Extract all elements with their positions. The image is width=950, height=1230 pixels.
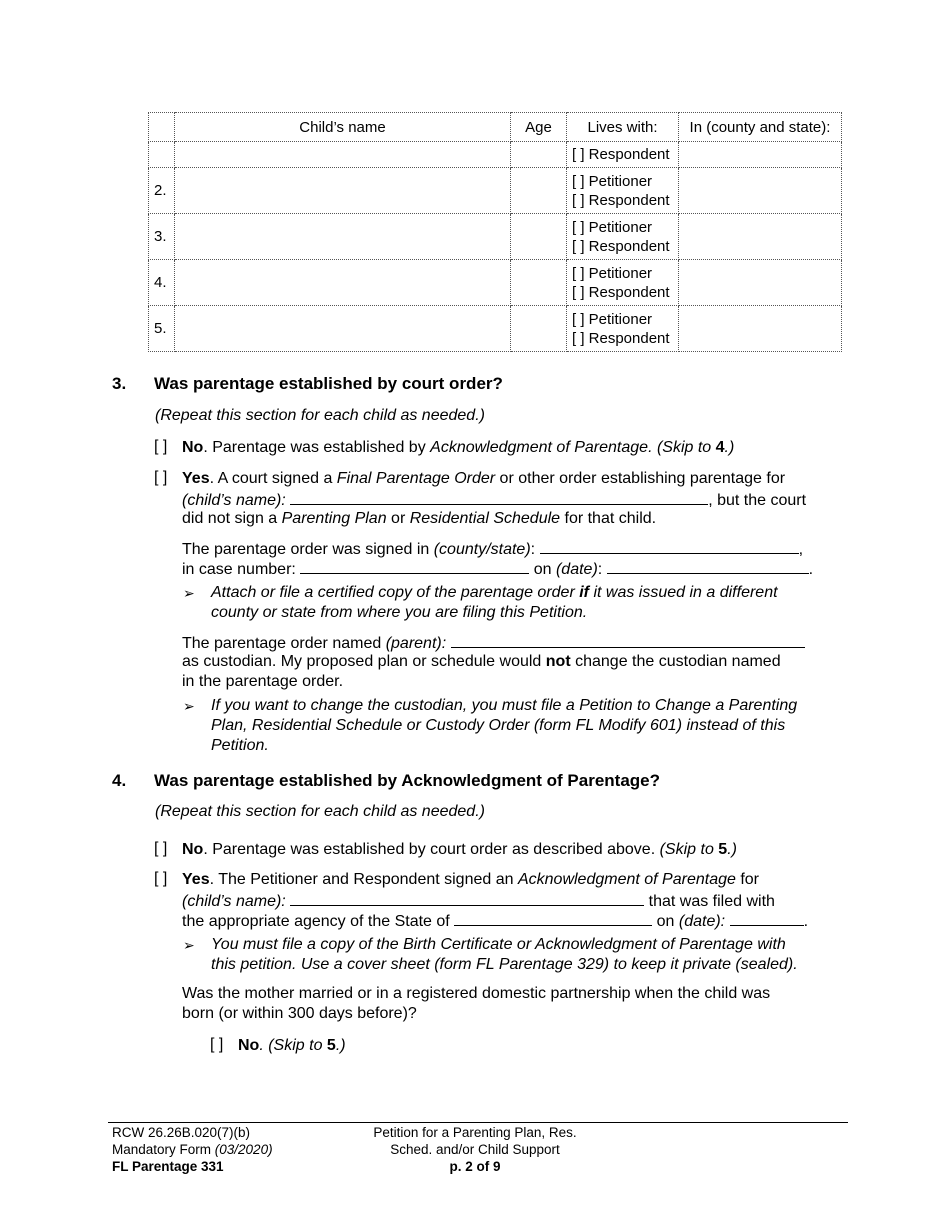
s4-child-name-field[interactable] [290, 890, 644, 906]
lives-with-petitioner-option[interactable]: [ ] Petitioner [572, 310, 653, 328]
arrow-bullet-icon: ➢ [183, 937, 195, 953]
footer-page-number: p. 2 of 9 [449, 1159, 501, 1174]
s3-change-line-3: Petition. [211, 737, 269, 754]
child-name-cell[interactable] [175, 214, 511, 260]
s4-mother-line-2: born (or within 300 days before)? [182, 1005, 417, 1022]
s3-yes-label: Yes [182, 470, 210, 487]
s4-yes-line-1 [182, 870, 759, 890]
age-cell[interactable] [511, 260, 567, 306]
s3-custodian-line [182, 652, 781, 672]
section-4-title: Was parentage established by Acknowledgment of Parentage? [154, 771, 661, 790]
footer-mandatory-label: Mandatory Form [112, 1142, 215, 1157]
s4-yes-line-3 [182, 910, 808, 932]
s3-period: . [808, 561, 814, 578]
s3-pp: Parenting Plan [281, 510, 387, 527]
s3-rs: Residential Schedule [409, 510, 561, 527]
footer-mandatory [112, 1141, 273, 1158]
children-table [148, 112, 842, 352]
s4-child-name-label: (child’s name): [182, 893, 286, 910]
child-name-cell[interactable] [175, 142, 511, 168]
row-number: 4. [149, 260, 175, 306]
s3-attach-a: Attach or file a certified copy of the parentage order [211, 584, 580, 601]
footer-mandatory-date: (03/2020) [214, 1142, 273, 1157]
s3-case-number-field[interactable] [300, 558, 529, 574]
s3-no-skip-a: . (Skip to [648, 439, 716, 456]
table-row [149, 214, 842, 260]
s4-no-skip-a: (Skip to [659, 841, 719, 858]
s4-no-option [182, 840, 737, 860]
footer-form-id: FL Parentage 331 [112, 1159, 224, 1174]
county-state-cell[interactable] [679, 260, 842, 306]
s3-yes-line-1 [182, 469, 785, 489]
lives-with-petitioner-option[interactable]: [ ] Petitioner [572, 264, 653, 282]
s3-yes-line-3 [182, 509, 656, 529]
s4-yes-a: . The Petitioner and Respondent signed an [209, 871, 518, 888]
footer-center [360, 1124, 590, 1175]
col-header-lives-with: Lives with: [567, 113, 679, 142]
s3-date-label: (date) [555, 561, 598, 578]
footer-title-2: Sched. and/or Child Support [390, 1142, 560, 1157]
s3-comma: , [798, 541, 804, 558]
county-state-cell[interactable] [679, 306, 842, 352]
s3-no-checkbox[interactable]: [ ] [154, 438, 168, 455]
child-name-cell[interactable] [175, 260, 511, 306]
s4-sub-no-option [238, 1036, 346, 1056]
row-number: 2. [149, 168, 175, 214]
s3-custodian-a: as custodian. My proposed plan or schedule would [182, 653, 546, 670]
s3-child-name-label: (child’s name): [182, 492, 286, 509]
s3-county-state-label: (county/state) [433, 541, 531, 558]
s3-signed-in-line [182, 538, 803, 560]
age-cell[interactable] [511, 214, 567, 260]
s4-no-label: No [182, 841, 204, 858]
section-3-repeat-note: (Repeat this section for each child as needed.) [155, 407, 485, 424]
s4-yes-line-2 [182, 890, 775, 912]
col-header-county-state: In (county and state): [679, 113, 842, 142]
s4-date-label: (date): [678, 913, 726, 930]
s3-yes-doc: Final Parentage Order [336, 470, 496, 487]
s3-yes-checkbox[interactable]: [ ] [154, 469, 168, 486]
s3-attach-line-2: county or state from where you are filing this Petition. [211, 604, 588, 621]
section-4-number: 4. [112, 771, 127, 790]
section-4-repeat-note: (Repeat this section for each child as needed.) [155, 803, 485, 820]
footer-left [112, 1124, 273, 1175]
s3-case-num-label: in case number: [182, 561, 301, 578]
s3-yes-a: . A court signed a [209, 470, 337, 487]
s3-for-child: for that child. [560, 510, 657, 527]
table-row [149, 306, 842, 352]
s3-attach-line-1 [211, 583, 778, 603]
s4-date-field[interactable] [730, 910, 804, 926]
section-3-number: 3. [112, 374, 127, 393]
section-3-title: Was parentage established by court order? [154, 374, 503, 393]
s3-parent-field[interactable] [451, 632, 805, 648]
row-number [149, 142, 175, 168]
s3-on: on [529, 561, 556, 578]
s4-on: on [652, 913, 679, 930]
s4-mother-line-1: Was the mother married or in a registered domestic partnership when the child was [182, 985, 771, 1002]
lives-with-respondent-option[interactable]: [ ] Respondent [572, 329, 670, 347]
s4-sub-skip-num: 5 [326, 1037, 336, 1054]
table-row [149, 142, 842, 168]
table-header-row [149, 113, 842, 142]
county-state-cell[interactable] [679, 142, 842, 168]
s4-yes-label: Yes [182, 871, 210, 888]
table-row [149, 260, 842, 306]
s3-not: not [545, 653, 571, 670]
lives-with-cell [567, 142, 679, 168]
child-name-cell[interactable] [175, 306, 511, 352]
s4-filed-with: that was filed with [644, 893, 775, 910]
s3-no-skip-num: 4 [715, 439, 725, 456]
col-header-age: Age [511, 113, 567, 142]
s4-agency: the appropriate agency of the State of [182, 913, 455, 930]
s3-colon: : [530, 541, 536, 558]
s4-sub-no-checkbox[interactable]: [ ] [210, 1036, 224, 1053]
s3-did-not: did not sign a [182, 510, 282, 527]
county-state-cell[interactable] [679, 168, 842, 214]
lives-with-cell [567, 260, 679, 306]
county-state-cell[interactable] [679, 214, 842, 260]
s4-sub-skip-b: .) [335, 1037, 346, 1054]
s3-no-skip-b: .) [724, 439, 735, 456]
s3-no-option [182, 438, 734, 458]
age-cell[interactable] [511, 142, 567, 168]
s3-parent-label: (parent): [385, 635, 447, 652]
s4-sub-skip-a: . (Skip to [259, 1037, 327, 1054]
s3-county-state-field[interactable] [540, 538, 799, 554]
s4-must-line-2: this petition. Use a cover sheet (form FL Parentage 329) to keep it private (sealed). [211, 956, 798, 973]
s3-in-order: in the parentage order. [182, 673, 344, 690]
s3-named-a: The parentage order named [182, 635, 386, 652]
col-header-number [149, 113, 175, 142]
s3-named-line [182, 632, 805, 654]
s4-yes-b: for [735, 871, 760, 888]
lives-with-respondent-option[interactable]: [ ] Respondent [572, 191, 670, 209]
lives-with-cell [567, 168, 679, 214]
s4-no-skip-num: 5 [718, 841, 728, 858]
s4-state-field[interactable] [454, 910, 652, 926]
s4-sub-no-label: No [238, 1037, 260, 1054]
s3-attach-b: it was issued in a different [589, 584, 778, 601]
s3-yes-b: or other order establishing parentage for [495, 470, 786, 487]
arrow-bullet-icon: ➢ [183, 585, 195, 601]
col-header-child-name: Child’s name [175, 113, 511, 142]
s3-no-label: No [182, 439, 204, 456]
s3-date-field[interactable] [607, 558, 809, 574]
s3-case-line [182, 558, 813, 580]
s4-no-text: . Parentage was established by court order as described above. [203, 841, 660, 858]
s3-signed-in: The parentage order was signed in [182, 541, 434, 558]
row-number: 3. [149, 214, 175, 260]
table-row [149, 168, 842, 214]
s3-change-line-2: Plan, Residential Schedule or Custody Order (form FL Modify 601) instead of this [211, 717, 786, 734]
age-cell[interactable] [511, 168, 567, 214]
lives-with-petitioner-option[interactable]: [ ] Petitioner [572, 172, 653, 190]
s4-no-checkbox[interactable]: [ ] [154, 840, 168, 857]
lives-with-petitioner-option[interactable]: [ ] Petitioner [572, 218, 653, 236]
row-number: 5. [149, 306, 175, 352]
footer-rcw: RCW 26.26B.020(7)(b) [112, 1125, 251, 1140]
lives-with-respondent-option[interactable]: [ ] Respondent [572, 146, 670, 163]
s4-yes-doc: Acknowledgment of Parentage [517, 871, 736, 888]
s3-custodian-b: change the custodian named [570, 653, 781, 670]
s4-yes-checkbox[interactable]: [ ] [154, 870, 168, 887]
footer-divider [108, 1122, 848, 1123]
age-cell[interactable] [511, 306, 567, 352]
s3-child-name-field[interactable] [290, 489, 708, 505]
s3-attach-if: if [579, 584, 589, 601]
footer-title-1: Petition for a Parenting Plan, Res. [373, 1125, 577, 1140]
s4-period: . [803, 913, 809, 930]
s3-yes-line-2 [182, 489, 806, 511]
s3-no-text: . Parentage was established by [203, 439, 431, 456]
lives-with-cell [567, 214, 679, 260]
child-name-cell[interactable] [175, 168, 511, 214]
s3-change-line-1: If you want to change the custodian, you must file a Petition to Change a Parenting [211, 697, 798, 714]
lives-with-cell [567, 306, 679, 352]
s3-but-court: , but the court [708, 492, 807, 509]
lives-with-respondent-option[interactable]: [ ] Respondent [572, 237, 670, 255]
s3-or: or [386, 510, 410, 527]
s4-must-line-1: You must file a copy of the Birth Certificate or Acknowledgment of Parentage with [211, 936, 786, 953]
arrow-bullet-icon: ➢ [183, 698, 195, 714]
s3-no-doc: Acknowledgment of Parentage [430, 439, 649, 456]
s4-no-skip-b: .) [727, 841, 737, 858]
s3-date-colon: : [597, 561, 603, 578]
lives-with-respondent-option[interactable]: [ ] Respondent [572, 283, 670, 301]
